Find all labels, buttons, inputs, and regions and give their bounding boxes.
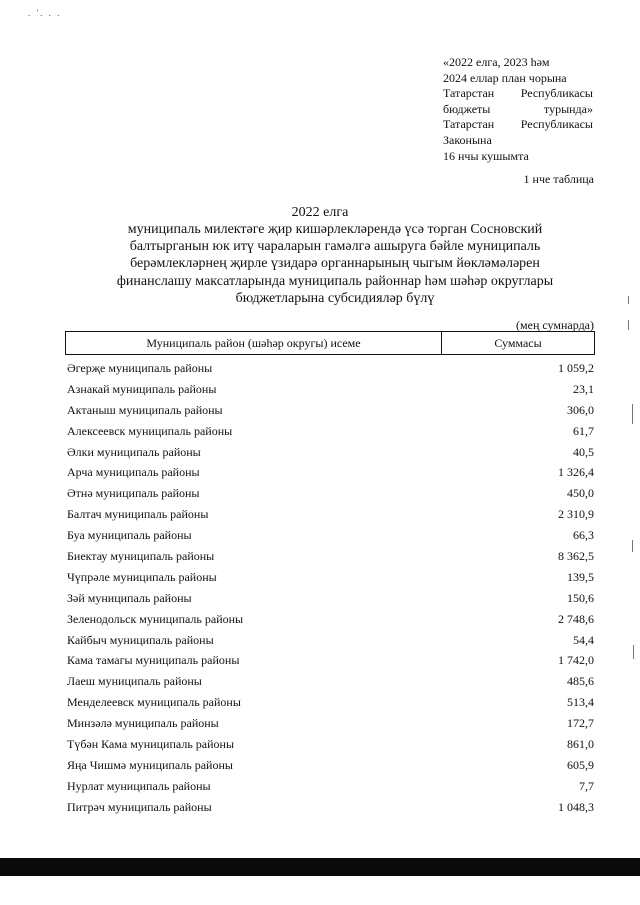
row-name: Әгерҗе муниципаль районы — [67, 360, 213, 375]
row-name: Яңа Чишмә муниципаль районы — [67, 757, 233, 772]
table-row — [67, 776, 594, 797]
row-value: 61,7 — [573, 423, 594, 438]
row-name: Алексеевск муниципаль районы — [67, 423, 233, 438]
row-name: Әтнә муниципаль районы — [67, 486, 200, 501]
appendix-line-4b: турында» — [543, 101, 593, 116]
row-name: Түбән Кама муниципаль районы — [67, 736, 235, 751]
table-row — [67, 797, 594, 818]
appendix-line-3 — [443, 86, 593, 102]
row-value: 1 742,0 — [558, 653, 594, 668]
row-value: 40,5 — [573, 444, 594, 459]
row-name: Кама тамагы муниципаль районы — [67, 653, 240, 668]
scan-bottom-edge — [0, 858, 640, 876]
table-row — [67, 588, 594, 609]
units-note: (мең сумнарда) — [516, 318, 594, 332]
scan-marks: . '. . . — [28, 8, 62, 18]
scan-tick — [632, 540, 633, 552]
table-body — [67, 358, 594, 818]
row-value: 54,4 — [573, 632, 594, 647]
appendix-line-4: бюджеты — [443, 101, 491, 116]
table-row — [67, 734, 594, 755]
row-name: Зеленодольск муниципаль районы — [67, 611, 244, 626]
row-value: 861,0 — [567, 736, 594, 751]
appendix-line-1: «2022 елга, 2023 һәм — [443, 55, 550, 69]
row-name: Нурлат муниципаль районы — [67, 778, 211, 793]
row-name: Чүпрәле муниципаль районы — [67, 569, 217, 584]
appendix-line-5a: Татарстан — [443, 117, 495, 132]
title-line: муниципаль милектәге җир кишәрлекләрендә үсә торган Сосновский — [127, 222, 543, 237]
row-name: Балтач муниципаль районы — [67, 507, 209, 522]
table-number: 1 нче таблица — [523, 172, 594, 186]
appendix-line-5b: Республикасы — [520, 117, 593, 132]
table-row — [67, 358, 594, 379]
header-sum: Суммасы — [494, 336, 542, 350]
scan-tick — [632, 404, 633, 424]
row-value: 513,4 — [567, 695, 594, 710]
scan-tick — [628, 320, 629, 330]
table-row — [67, 609, 594, 630]
scan-tick — [628, 296, 629, 304]
title-line: балтырганын юк итү чараларын гамәлгә ашыруга бәйле муниципаль — [129, 239, 541, 255]
table-row — [67, 567, 594, 588]
table-row — [67, 525, 594, 546]
table-row — [67, 462, 594, 483]
row-name: Әлки муниципаль районы — [67, 444, 201, 459]
row-value: 450,0 — [567, 486, 594, 501]
header-name: Муниципаль район (шәһәр округы) исеме — [66, 332, 442, 354]
row-name: Арча муниципаль районы — [67, 465, 200, 480]
row-name: Буа муниципаль районы — [67, 528, 192, 543]
row-name: Кайбыч муниципаль районы — [67, 632, 214, 647]
table-row — [67, 504, 594, 525]
row-value: 139,5 — [567, 569, 594, 584]
table-row — [67, 483, 594, 504]
row-name: Азнакай муниципаль районы — [67, 381, 217, 396]
table-row — [67, 692, 594, 713]
row-name: Лаеш муниципаль районы — [67, 674, 202, 689]
table-row — [67, 755, 594, 776]
table-row — [67, 650, 594, 671]
table-row — [67, 671, 594, 692]
title-year: 2022 елга — [291, 205, 349, 220]
document-title — [105, 221, 565, 307]
appendix-line-6: Законына — [443, 132, 492, 147]
table-row — [67, 379, 594, 400]
row-value: 7,7 — [579, 778, 594, 793]
row-value: 8 362,5 — [558, 548, 594, 563]
row-name: Менделеевск муниципаль районы — [67, 695, 241, 710]
table-header — [65, 331, 595, 355]
appendix-note — [443, 55, 593, 164]
table-row — [67, 546, 594, 567]
row-value: 2 310,9 — [558, 507, 594, 522]
appendix-line-3b: Республикасы — [520, 86, 593, 101]
row-value: 172,7 — [567, 716, 594, 731]
table-row — [67, 421, 594, 442]
row-value: 306,0 — [567, 402, 594, 417]
row-name: Актаныш муниципаль районы — [67, 402, 223, 417]
appendix-line-3a: Татарстан — [443, 86, 495, 101]
table-row — [67, 400, 594, 421]
row-value: 2 748,6 — [558, 611, 594, 626]
row-value: 1 326,4 — [558, 465, 594, 480]
row-value: 1 059,2 — [558, 360, 594, 375]
table-row — [67, 713, 594, 734]
table-row — [67, 442, 594, 463]
row-value: 605,9 — [567, 757, 594, 772]
scan-tick — [633, 645, 634, 659]
title-line: финанслашу максатларында муниципаль районнар һәм шәһәр округлары — [116, 273, 554, 289]
row-value: 1 048,3 — [558, 799, 594, 814]
row-value: 23,1 — [573, 381, 594, 396]
table-row — [67, 630, 594, 651]
row-name: Питрәч муниципаль районы — [67, 799, 212, 814]
row-value: 150,6 — [567, 590, 594, 605]
appendix-line-5 — [443, 117, 593, 133]
row-name: Зәй муниципаль районы — [67, 590, 192, 605]
title-line: берәмлекләрнең җирле үзидарә органнарының чыгым йөкләмәләрен — [130, 256, 540, 272]
row-value: 66,3 — [573, 528, 594, 543]
row-name: Минзәлә муниципаль районы — [67, 716, 219, 731]
row-name: Биектау муниципаль районы — [67, 548, 215, 563]
title-line: бюджетларына субсидияләр бүлү — [235, 290, 435, 306]
row-value: 485,6 — [567, 674, 594, 689]
appendix-line-2: 2024 еллар план чорына — [443, 70, 567, 85]
appendix-line-7: 16 нчы кушымта — [443, 148, 529, 163]
